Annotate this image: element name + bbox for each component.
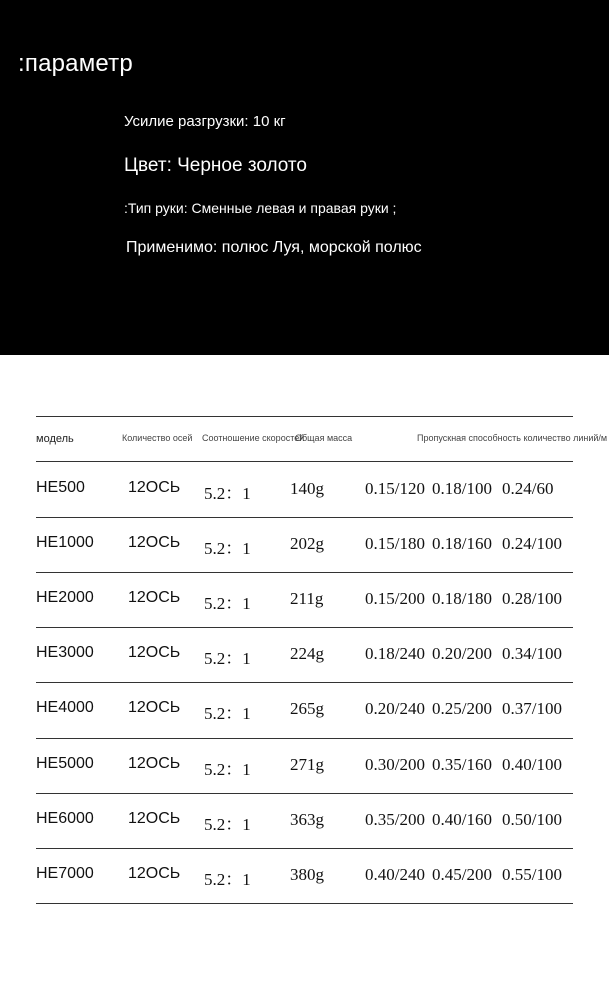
row-weight: 380g — [290, 864, 324, 884]
row-axes: 12ОСЬ — [128, 534, 181, 552]
row-model: HE4000 — [36, 699, 94, 717]
row-capacity-3: 0.28/100 — [502, 589, 562, 609]
row-ratio: 5.2：1 — [204, 594, 251, 614]
row-ratio: 5.2：1 — [204, 649, 251, 669]
header-weight: Общая масса — [295, 433, 353, 443]
row-ratio: 5.2：1 — [204, 759, 251, 779]
header-model: модель — [36, 433, 74, 445]
row-model: HE500 — [36, 479, 85, 496]
row-capacity-2: 0.18/180 — [432, 589, 492, 609]
table-top-rule — [36, 416, 573, 417]
row-weight: 211g — [290, 589, 324, 609]
row-capacity-1: 0.20/240 — [365, 699, 425, 719]
row-ratio: 5.2：1 — [204, 539, 251, 559]
row-ratio: 5.2：1 — [204, 484, 251, 503]
row-rule — [36, 738, 573, 739]
row-weight: 265g — [290, 699, 324, 719]
row-model: HE6000 — [36, 809, 94, 827]
row-capacity-3: 0.50/100 — [502, 809, 562, 829]
header-ratio: Соотношение скоростей — [202, 433, 305, 443]
row-rule — [36, 793, 573, 794]
row-weight: 271g — [290, 754, 324, 774]
row-axes: 12ОСЬ — [128, 754, 181, 772]
row-capacity-3: 0.24/60 — [502, 479, 554, 498]
row-capacity-1: 0.18/240 — [365, 644, 425, 664]
color-line: Цвет: Черное золото — [124, 155, 307, 176]
row-capacity-3: 0.37/100 — [502, 699, 562, 719]
row-capacity-1: 0.15/120 — [365, 479, 425, 498]
row-model: HE2000 — [36, 589, 94, 607]
applicable-line: Применимо: полюс Луя, морской полюс — [126, 239, 422, 256]
row-capacity-2: 0.25/200 — [432, 699, 492, 719]
row-capacity-1: 0.35/200 — [365, 809, 425, 829]
row-ratio: 5.2：1 — [204, 814, 251, 834]
row-axes: 12ОСЬ — [128, 699, 181, 717]
row-capacity-1: 0.15/200 — [365, 589, 425, 609]
header-capacity: Пропускная способность количество линий/м — [417, 433, 608, 443]
row-axes: 12ОСЬ — [128, 864, 181, 882]
row-capacity-3: 0.34/100 — [502, 644, 562, 664]
row-capacity-2: 0.18/100 — [432, 479, 492, 498]
row-rule — [36, 517, 573, 518]
header-rule — [36, 461, 573, 462]
row-rule — [36, 627, 573, 628]
row-model: HE5000 — [36, 754, 94, 772]
parameters-banner — [0, 0, 609, 355]
row-axes: 12ОСЬ — [128, 589, 181, 607]
row-weight: 363g — [290, 809, 324, 829]
row-capacity-1: 0.15/180 — [365, 534, 425, 554]
row-rule — [36, 848, 573, 849]
row-capacity-2: 0.40/160 — [432, 809, 492, 829]
row-capacity-2: 0.18/160 — [432, 534, 492, 554]
row-rule — [36, 903, 573, 904]
row-capacity-3: 0.24/100 — [502, 534, 562, 554]
row-axes: 12ОСЬ — [128, 809, 181, 827]
row-ratio: 5.2：1 — [204, 869, 251, 889]
row-capacity-3: 0.55/100 — [502, 864, 562, 884]
parameters-title: :параметр — [18, 50, 133, 77]
row-axes: 12ОСЬ — [128, 479, 181, 496]
row-model: HE3000 — [36, 644, 94, 662]
row-capacity-2: 0.45/200 — [432, 864, 492, 884]
row-axes: 12ОСЬ — [128, 644, 181, 662]
row-capacity-1: 0.30/200 — [365, 754, 425, 774]
row-capacity-2: 0.35/160 — [432, 754, 492, 774]
row-weight: 224g — [290, 644, 324, 664]
row-weight: 202g — [290, 534, 324, 554]
row-capacity-3: 0.40/100 — [502, 754, 562, 774]
row-capacity-1: 0.40/240 — [365, 864, 425, 884]
row-rule — [36, 572, 573, 573]
header-axes: Количество осей — [122, 433, 193, 443]
row-ratio: 5.2：1 — [204, 704, 251, 724]
hand-type-line: :Тип руки: Сменные левая и правая руки ; — [124, 200, 397, 216]
row-model: HE1000 — [36, 534, 94, 552]
row-model: HE7000 — [36, 864, 94, 882]
row-weight: 140g — [290, 479, 324, 498]
row-capacity-2: 0.20/200 — [432, 644, 492, 664]
unload-force-line: Усилие разгрузки: 10 кг — [124, 113, 286, 130]
row-rule — [36, 682, 573, 683]
